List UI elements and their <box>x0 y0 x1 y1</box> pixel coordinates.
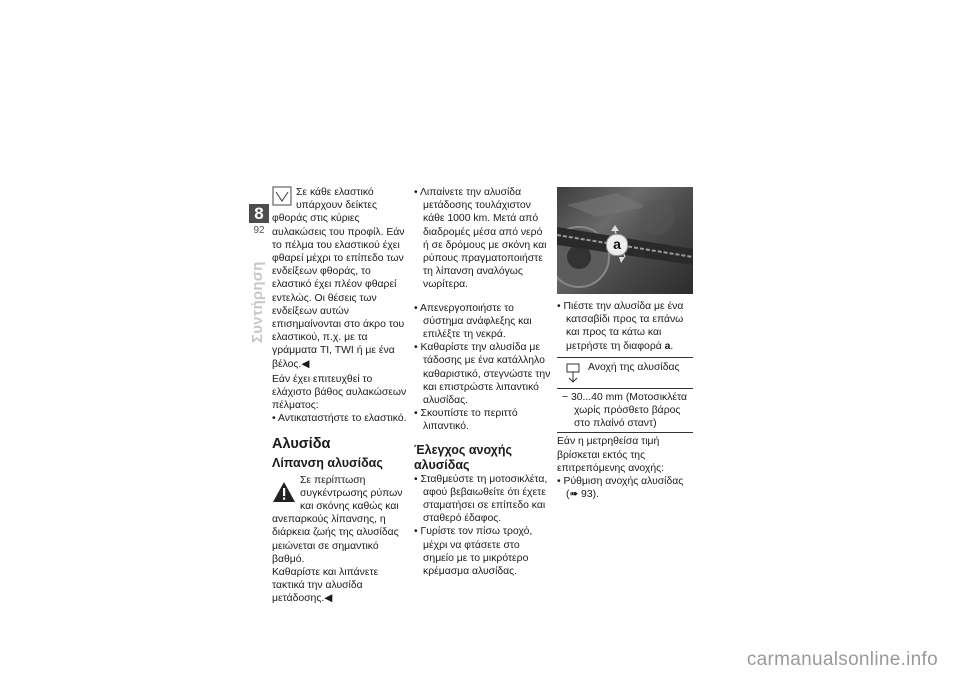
note-icon <box>272 186 292 206</box>
warning-text: Σε περίπτωση συγκέντρωσης ρύπων και σκόνης καθώς και ανεπαρκούς λίπανσης, η διάρκεια ζωής της αλυσίδας μειώνεται σε σημαντικό βαθμό. <box>272 474 403 565</box>
spec-box <box>557 357 693 434</box>
chapter-number: 8 <box>249 204 269 223</box>
clean-lube-paragraph: Καθαρίστε και λιπάνετε τακτικά την αλυσίδα μετάδοσης.◀ <box>272 567 379 605</box>
clean-chain-item: • Καθαρίστε την αλυσίδα με τάδοσης με ένα κατάλληλο καθαριστικό, στεγνώστε την και επιστρώστε λιπαντικό αλυσίδας. <box>414 342 551 407</box>
chain-check-heading: Έλεγχος ανοχής αλυσίδας <box>414 442 513 472</box>
chain-gauge-icon <box>566 363 580 383</box>
tire-wear-paragraph: Σε κάθε ελαστικό υπάρχουν δείκτες φθοράς στις κύριες αυλακώσεις του προφίλ. Εάν το πέλμα του ελαστικού έχει φθαρεί μέχρι το επίπεδο των ενδείξεων φθοράς, το ελαστικό έχει πλέον φθαρεί εντελώς. Οι θέσεις των ενδείξεων αυτών επισημαίνονται στο άκρο του ελαστικού, π.χ. με τα γράμματα TI, TWI ή με ένα βέλος.◀ <box>272 187 405 370</box>
lube-interval-item: • Λιπαίνετε την αλυσίδα μετάδοσης τουλάχιστον κάθε 1000 km. Μετά από διαδρομές μέσα από νερό ή σε δρόμους με σκόνη και ρύπους πραγματοποιήστε τη λίπανση αναλόγως νωρίτερα. <box>414 187 547 291</box>
spec-value-text: 30...40 mm (Μοτοσικλέτα χωρίς πρόσθετο βάρος στο πλαίνό σταντ) <box>570 391 688 430</box>
watermark: carmanualsonline.info <box>746 649 938 670</box>
page-number: 92 <box>253 225 265 236</box>
press-chain-item <box>557 300 693 353</box>
column-1 <box>272 186 407 606</box>
adjust-chain-item: • Ρύθμιση ανοχής αλυσίδας (➠ 93). <box>557 476 684 501</box>
chain-lube-heading: Λίπανση αλυσίδας <box>272 455 383 470</box>
chain-heading: Αλυσίδα <box>272 435 331 452</box>
spec-value: − 30...40 mm (Μοτοσικλέτα χωρίς πρόσθετο βάρος στο πλαίνό σταντ) <box>562 391 688 430</box>
press-chain-dot: . <box>670 340 674 352</box>
press-chain-text: • Πιέστε την αλυσίδα με ένα κατσαβίδι προς τα επάνω και προς τα κάτω και μετρήστε τη διαφορά <box>557 301 684 352</box>
ignition-off-item: • Απενεργοποιήστε το σύστημα ανάφλεξης και επιλέξτε τη νεκρά. <box>414 302 532 341</box>
chain-photo <box>557 187 693 294</box>
section-title: Συντήρηση <box>249 261 266 343</box>
column-3 <box>557 187 693 501</box>
replace-tire-item: • Αντικαταστήστε το ελαστικό. <box>272 413 407 425</box>
out-of-tolerance-paragraph: Εάν η μετρηθείσα τιμή βρίσκεται εκτός της επιτρεπόμενης ανοχής: <box>557 436 665 474</box>
wipe-excess-item: • Σκουπίστε το περιττό λιπαντικό. <box>414 408 518 433</box>
park-item: • Σταθμεύστε τη μοτοσικλέτα, αφού βεβαιωθείτε ότι έχετε σταματήσει σε επίπεδο και σταθερό έδαφος. <box>414 473 548 525</box>
press-chain-letter: a <box>664 340 671 352</box>
min-depth-paragraph: Εάν έχει επιτευχθεί το ελάχιστο βάθος αυλακώσεων πέλματος: <box>272 373 407 412</box>
callout-a: a <box>606 234 628 256</box>
warning-icon <box>272 481 296 503</box>
spec-title: Ανοχή της αλυσίδας <box>588 361 680 373</box>
column-2 <box>414 186 551 578</box>
rotate-wheel-item: • Γυρίστε τον πίσω τροχό, μέχρι να φτάσετε στο σημείο με το μικρότερο κρέμασμα αλυσίδας. <box>414 526 533 578</box>
